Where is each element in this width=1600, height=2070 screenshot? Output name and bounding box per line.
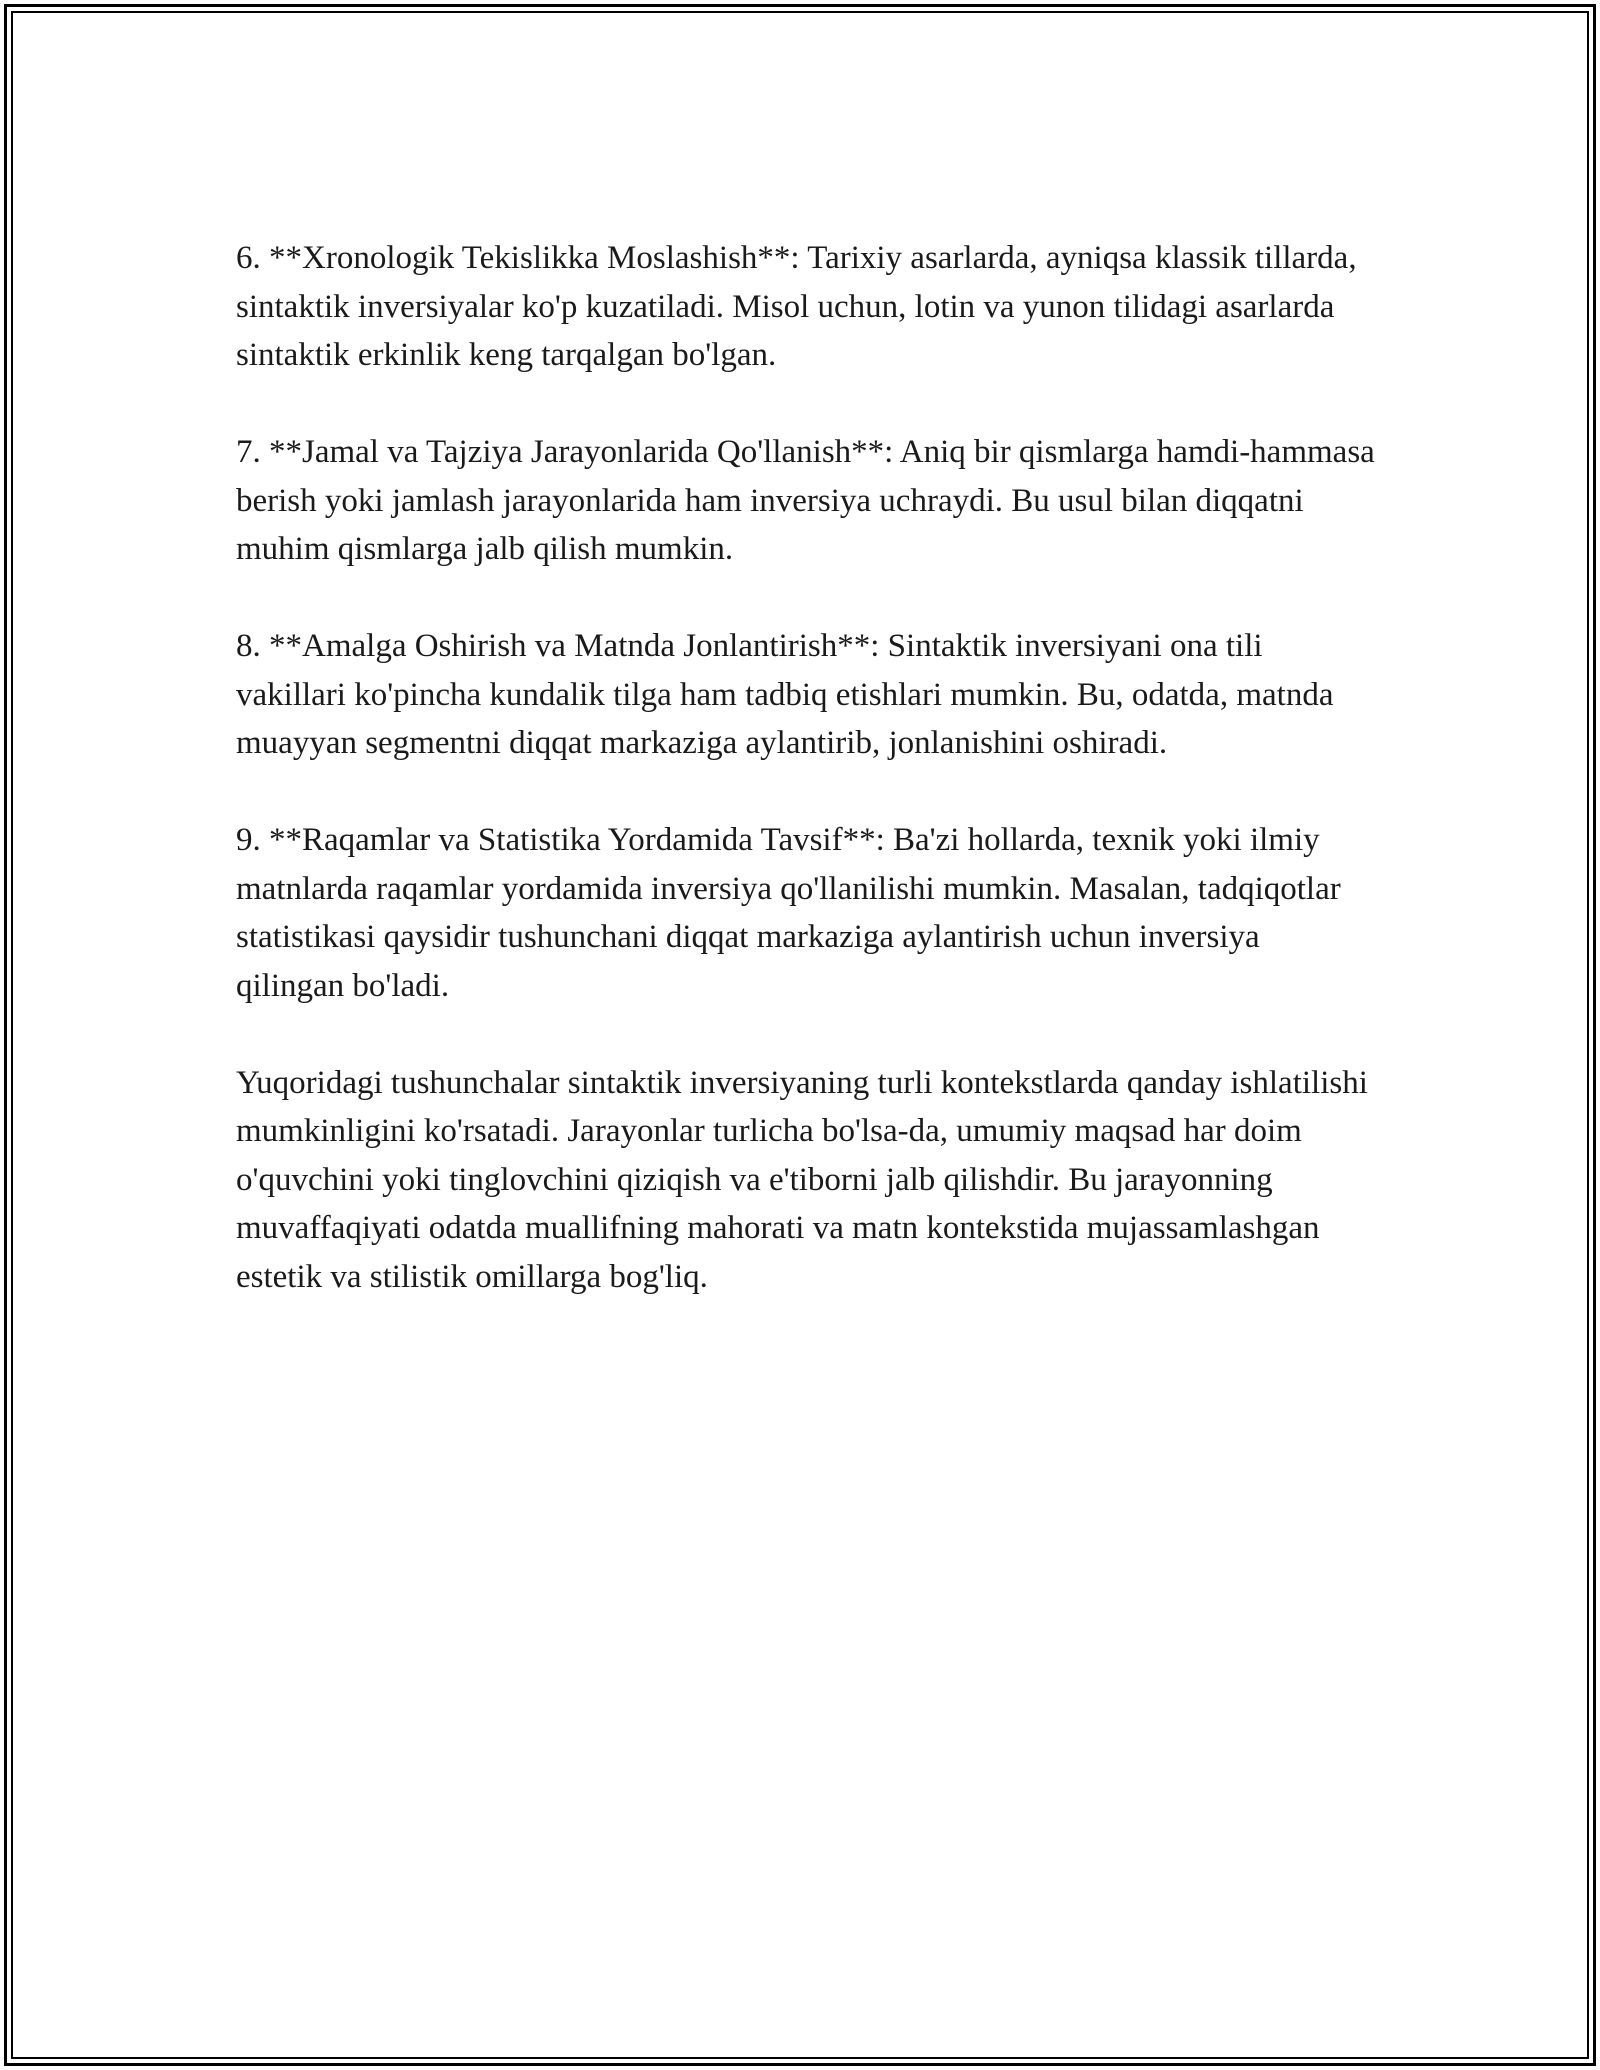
paragraph-item-8: 8. **Amalga Oshirish va Matnda Jonlantirish**: Sintaktik inversiyani ona tili vakillari ko'pincha kundalik tilga ham tadbiq etishlari mumkin. Bu, odatda, matnda muayyan segmentni diqqat markaziga aylantirib, jonlanishini oshiradi. — [236, 628, 1334, 761]
paragraph-item-9: 9. **Raqamlar va Statistika Yordamida Tavsif**: Ba'zi hollarda, texnik yoki ilmiy matnlarda raqamlar yordamida inversiya qo'llanilishi mumkin. Masalan, tadqiqotlar statistikasi qaysidir tushunchani diqqat markaziga aylantirish uchun inversiya qilingan bo'ladi. — [236, 822, 1341, 1004]
paragraph-item-6: 6. **Xronologik Tekislikka Moslashish**: Tarixiy asarlarda, ayniqsa klassik tillarda, sintaktik inversiyalar ko'p kuzatiladi. Misol uchun, lotin va yunon tilidagi asarlarda sintaktik erkinlik keng tarqalgan bo'lgan. — [236, 240, 1357, 373]
paragraph-item-7: 7. **Jamal va Tajziya Jarayonlarida Qo'llanish**: Aniq bir qismlarga hamdi-hammasa berish yoki jamlash jarayonlarida ham inversiya uchraydi. Bu usul bilan diqqatni muhim qismlarga jalb qilish mumkin. — [236, 434, 1375, 567]
conclusion-paragraph: Yuqoridagi tushunchalar sintaktik inversiyaning turli kontekstlarda qanday ishlatilishi mumkinligini ko'rsatadi. Jarayonlar turlicha bo'lsa-da, umumiy maqsad har doim o'quvchini yoki tinglovchini qiziqish va e'tiborni jalb qilishdir. Bu jarayonning muvaffaqiyati odatda muallifning mahorati va matn kontekstida mujassamlashgan estetik va stilistik omillarga bog'liq. — [236, 1064, 1368, 1295]
document-body — [236, 234, 1376, 1301]
